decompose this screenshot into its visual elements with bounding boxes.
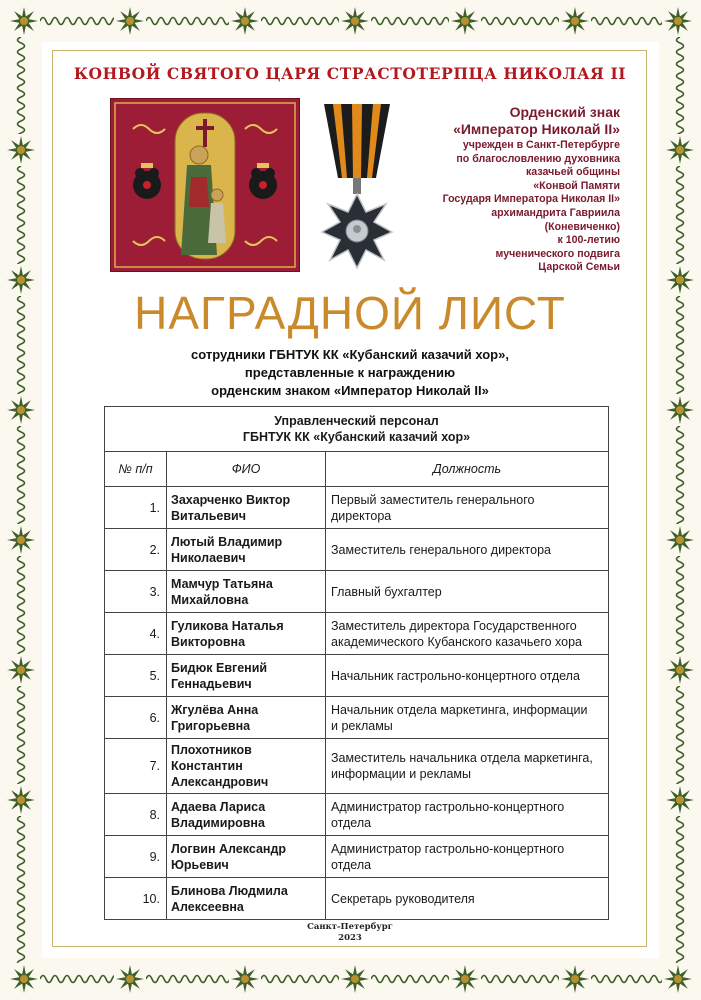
subtitle-line: представленные к награждению <box>244 365 456 380</box>
star-ornament-icon <box>6 785 36 815</box>
vine-ornament <box>671 37 689 134</box>
subtitle-line: орденским знаком «Император Николай II» <box>211 383 489 398</box>
position-line: Начальник гастрольно-концертного отдела <box>331 668 580 683</box>
table-row <box>105 655 609 697</box>
vine-ornament <box>671 686 689 784</box>
star-ornament-icon <box>340 6 370 36</box>
row-position <box>326 529 609 571</box>
position-line: отдела <box>331 815 372 830</box>
row-position <box>326 739 609 794</box>
star-ornament-icon <box>665 395 695 425</box>
fio-line: Гуликова Наталья <box>171 618 284 633</box>
position-line: Администратор гастрольно-концертного <box>331 841 565 856</box>
table-row <box>105 571 609 613</box>
vine-ornament <box>40 970 114 988</box>
fio-line: Плохотников <box>171 743 252 757</box>
column-header-num: № п/п <box>105 452 167 487</box>
fio-line: Юрьевич <box>171 857 229 872</box>
row-number: 3. <box>105 571 167 613</box>
vine-ornament <box>671 296 689 394</box>
table-section-header <box>105 407 609 452</box>
vine-ornament <box>671 816 689 963</box>
table-row <box>105 878 609 920</box>
star-ornament-icon <box>6 525 36 555</box>
icon-panel-image <box>110 98 300 272</box>
star-ornament-icon <box>665 785 695 815</box>
subtitle-line: сотрудники ГБНТУК КК «Кубанский казачий хор», <box>191 347 509 362</box>
order-line: по благословлению духовника <box>456 152 620 165</box>
position-line: Секретарь руководителя <box>331 891 475 906</box>
position-line: информации и рекламы <box>331 767 472 781</box>
row-fio <box>167 487 326 529</box>
row-position <box>326 655 609 697</box>
star-ornament-icon <box>9 6 39 36</box>
vine-ornament <box>261 970 339 988</box>
fio-line: Витальевич <box>171 508 246 523</box>
table-row <box>105 487 609 529</box>
position-line: Первый заместитель генерального <box>331 492 535 507</box>
row-position <box>326 613 609 655</box>
row-number: 9. <box>105 836 167 878</box>
table-row <box>105 836 609 878</box>
fio-line: Блинова Людмила <box>171 883 288 898</box>
row-position <box>326 697 609 739</box>
fio-line: Бидюк Евгений <box>171 660 268 675</box>
order-line: Царской Семьи <box>538 261 620 274</box>
order-line: казачьей общины <box>526 166 620 179</box>
fio-line: Геннадьевич <box>171 676 252 691</box>
vine-ornament <box>146 12 229 30</box>
table-column-headers <box>105 452 609 487</box>
footer <box>300 922 400 944</box>
row-fio <box>167 571 326 613</box>
vine-ornament <box>371 12 449 30</box>
vine-ornament <box>12 296 30 394</box>
vine-ornament <box>12 686 30 784</box>
vine-ornament <box>12 556 30 654</box>
row-position <box>326 836 609 878</box>
vine-ornament <box>12 166 30 264</box>
order-text <box>404 139 620 275</box>
star-ornament-icon <box>6 655 36 685</box>
award-sheet-title: НАГРАДНОЙ ЛИСТ <box>134 287 566 339</box>
star-ornament-icon <box>6 135 36 165</box>
star-ornament-icon <box>450 964 480 994</box>
position-line: Администратор гастрольно-концертного <box>331 799 565 814</box>
star-ornament-icon <box>9 964 39 994</box>
position-line: Заместитель начальника отдела маркетинга, <box>331 751 593 765</box>
star-ornament-icon <box>340 964 370 994</box>
row-fio <box>167 739 326 794</box>
star-ornament-icon <box>115 964 145 994</box>
star-ornament-icon <box>665 655 695 685</box>
fio-line: Лютый Владимир <box>171 534 283 549</box>
subtitle <box>100 346 600 400</box>
row-position <box>326 878 609 920</box>
fio-line: Николаевич <box>171 550 246 565</box>
order-line: к 100-летию <box>557 234 620 247</box>
row-fio <box>167 613 326 655</box>
vine-ornament <box>261 12 339 30</box>
section-line1: Управленческий персонал <box>274 414 439 428</box>
fio-line: Алексеевна <box>171 899 244 914</box>
star-ornament-icon <box>230 6 260 36</box>
order-line: «Конвой Памяти <box>533 179 620 192</box>
row-number: 8. <box>105 794 167 836</box>
fio-line: Владимировна <box>171 815 265 830</box>
vine-ornament <box>481 970 559 988</box>
vine-ornament <box>671 426 689 524</box>
order-title-line2: «Император Николай II» <box>453 121 620 137</box>
table-row <box>105 613 609 655</box>
row-position <box>326 571 609 613</box>
row-number: 10. <box>105 878 167 920</box>
section-line2: ГБНТУК КК «Кубанский казачий хор» <box>242 430 471 444</box>
position-line: директора <box>331 508 392 523</box>
star-ornament-icon <box>6 395 36 425</box>
star-ornament-icon <box>663 964 693 994</box>
vine-ornament <box>591 970 662 988</box>
order-line: Государя Императора Николая II» <box>442 193 620 206</box>
row-number: 4. <box>105 613 167 655</box>
vine-ornament <box>671 556 689 654</box>
row-number: 1. <box>105 487 167 529</box>
star-ornament-icon <box>665 525 695 555</box>
order-title-line1: Орденский знак <box>509 104 620 120</box>
table-row <box>105 697 609 739</box>
fio-line: Адаева Лариса <box>171 799 266 814</box>
vine-ornament <box>12 816 30 963</box>
fio-line: Мамчур Татьяна <box>171 576 273 591</box>
position-line: и рекламы <box>331 718 393 733</box>
convoy-title: КОНВОЙ СВЯТОГО ЦАРЯ СТРАСТОТЕРПЦА НИКОЛАЯ II <box>73 64 627 83</box>
row-number: 5. <box>105 655 167 697</box>
fio-line: Логвин Александр <box>171 841 287 856</box>
star-ornament-icon <box>115 6 145 36</box>
position-line: отдела <box>331 857 372 872</box>
position-line: Заместитель директора Государственного <box>331 618 577 633</box>
position-line: Главный бухгалтер <box>331 584 442 599</box>
table-row <box>105 794 609 836</box>
row-fio <box>167 655 326 697</box>
star-ornament-icon <box>663 6 693 36</box>
fio-line: Захарченко Виктор <box>171 492 291 507</box>
order-description <box>404 104 620 275</box>
row-fio <box>167 878 326 920</box>
table-row <box>105 739 609 794</box>
order-line: мученического подвига <box>495 247 620 260</box>
vine-ornament <box>40 12 114 30</box>
position-line: академического Кубанского казачьего хора <box>331 634 582 649</box>
star-ornament-icon <box>6 265 36 295</box>
row-fio <box>167 529 326 571</box>
vine-ornament <box>12 426 30 524</box>
position-line: Начальник отдела маркетинга, информации <box>331 702 588 717</box>
row-number: 7. <box>105 739 167 794</box>
order-line: (Коневиченко) <box>544 220 620 233</box>
order-medal-image <box>316 100 398 272</box>
fio-line: Константин <box>171 759 243 773</box>
vine-ornament <box>591 12 662 30</box>
vine-ornament <box>481 12 559 30</box>
star-ornament-icon <box>665 265 695 295</box>
fio-line: Александрович <box>171 775 269 789</box>
vine-ornament <box>146 970 229 988</box>
star-ornament-icon <box>560 964 590 994</box>
star-ornament-icon <box>230 964 260 994</box>
footer-city: Санкт-Петербург <box>307 922 393 932</box>
order-line: учрежден в Санкт-Петербурге <box>462 139 620 151</box>
fio-line: Григорьевна <box>171 718 251 733</box>
table-body <box>105 487 609 920</box>
fio-line: Жгулёва Анна <box>171 702 259 717</box>
row-fio <box>167 794 326 836</box>
row-fio <box>167 836 326 878</box>
row-position <box>326 794 609 836</box>
table-section-header-row <box>105 407 609 452</box>
position-line: Заместитель генерального директора <box>331 542 552 557</box>
star-ornament-icon <box>560 6 590 36</box>
column-header-fio: ФИО <box>167 452 326 487</box>
fio-line: Викторовна <box>171 634 246 649</box>
star-ornament-icon <box>450 6 480 36</box>
fio-line: Михайловна <box>171 592 249 607</box>
awardees-table <box>104 406 609 920</box>
table-row <box>105 529 609 571</box>
column-header-position: Должность <box>326 452 609 487</box>
star-ornament-icon <box>665 135 695 165</box>
footer-year: 2023 <box>338 933 362 943</box>
vine-ornament <box>671 166 689 264</box>
row-position <box>326 487 609 529</box>
row-fio <box>167 697 326 739</box>
order-line: архимандрита Гавриила <box>491 206 620 219</box>
vine-ornament <box>371 970 449 988</box>
row-number: 2. <box>105 529 167 571</box>
row-number: 6. <box>105 697 167 739</box>
vine-ornament <box>12 37 30 134</box>
